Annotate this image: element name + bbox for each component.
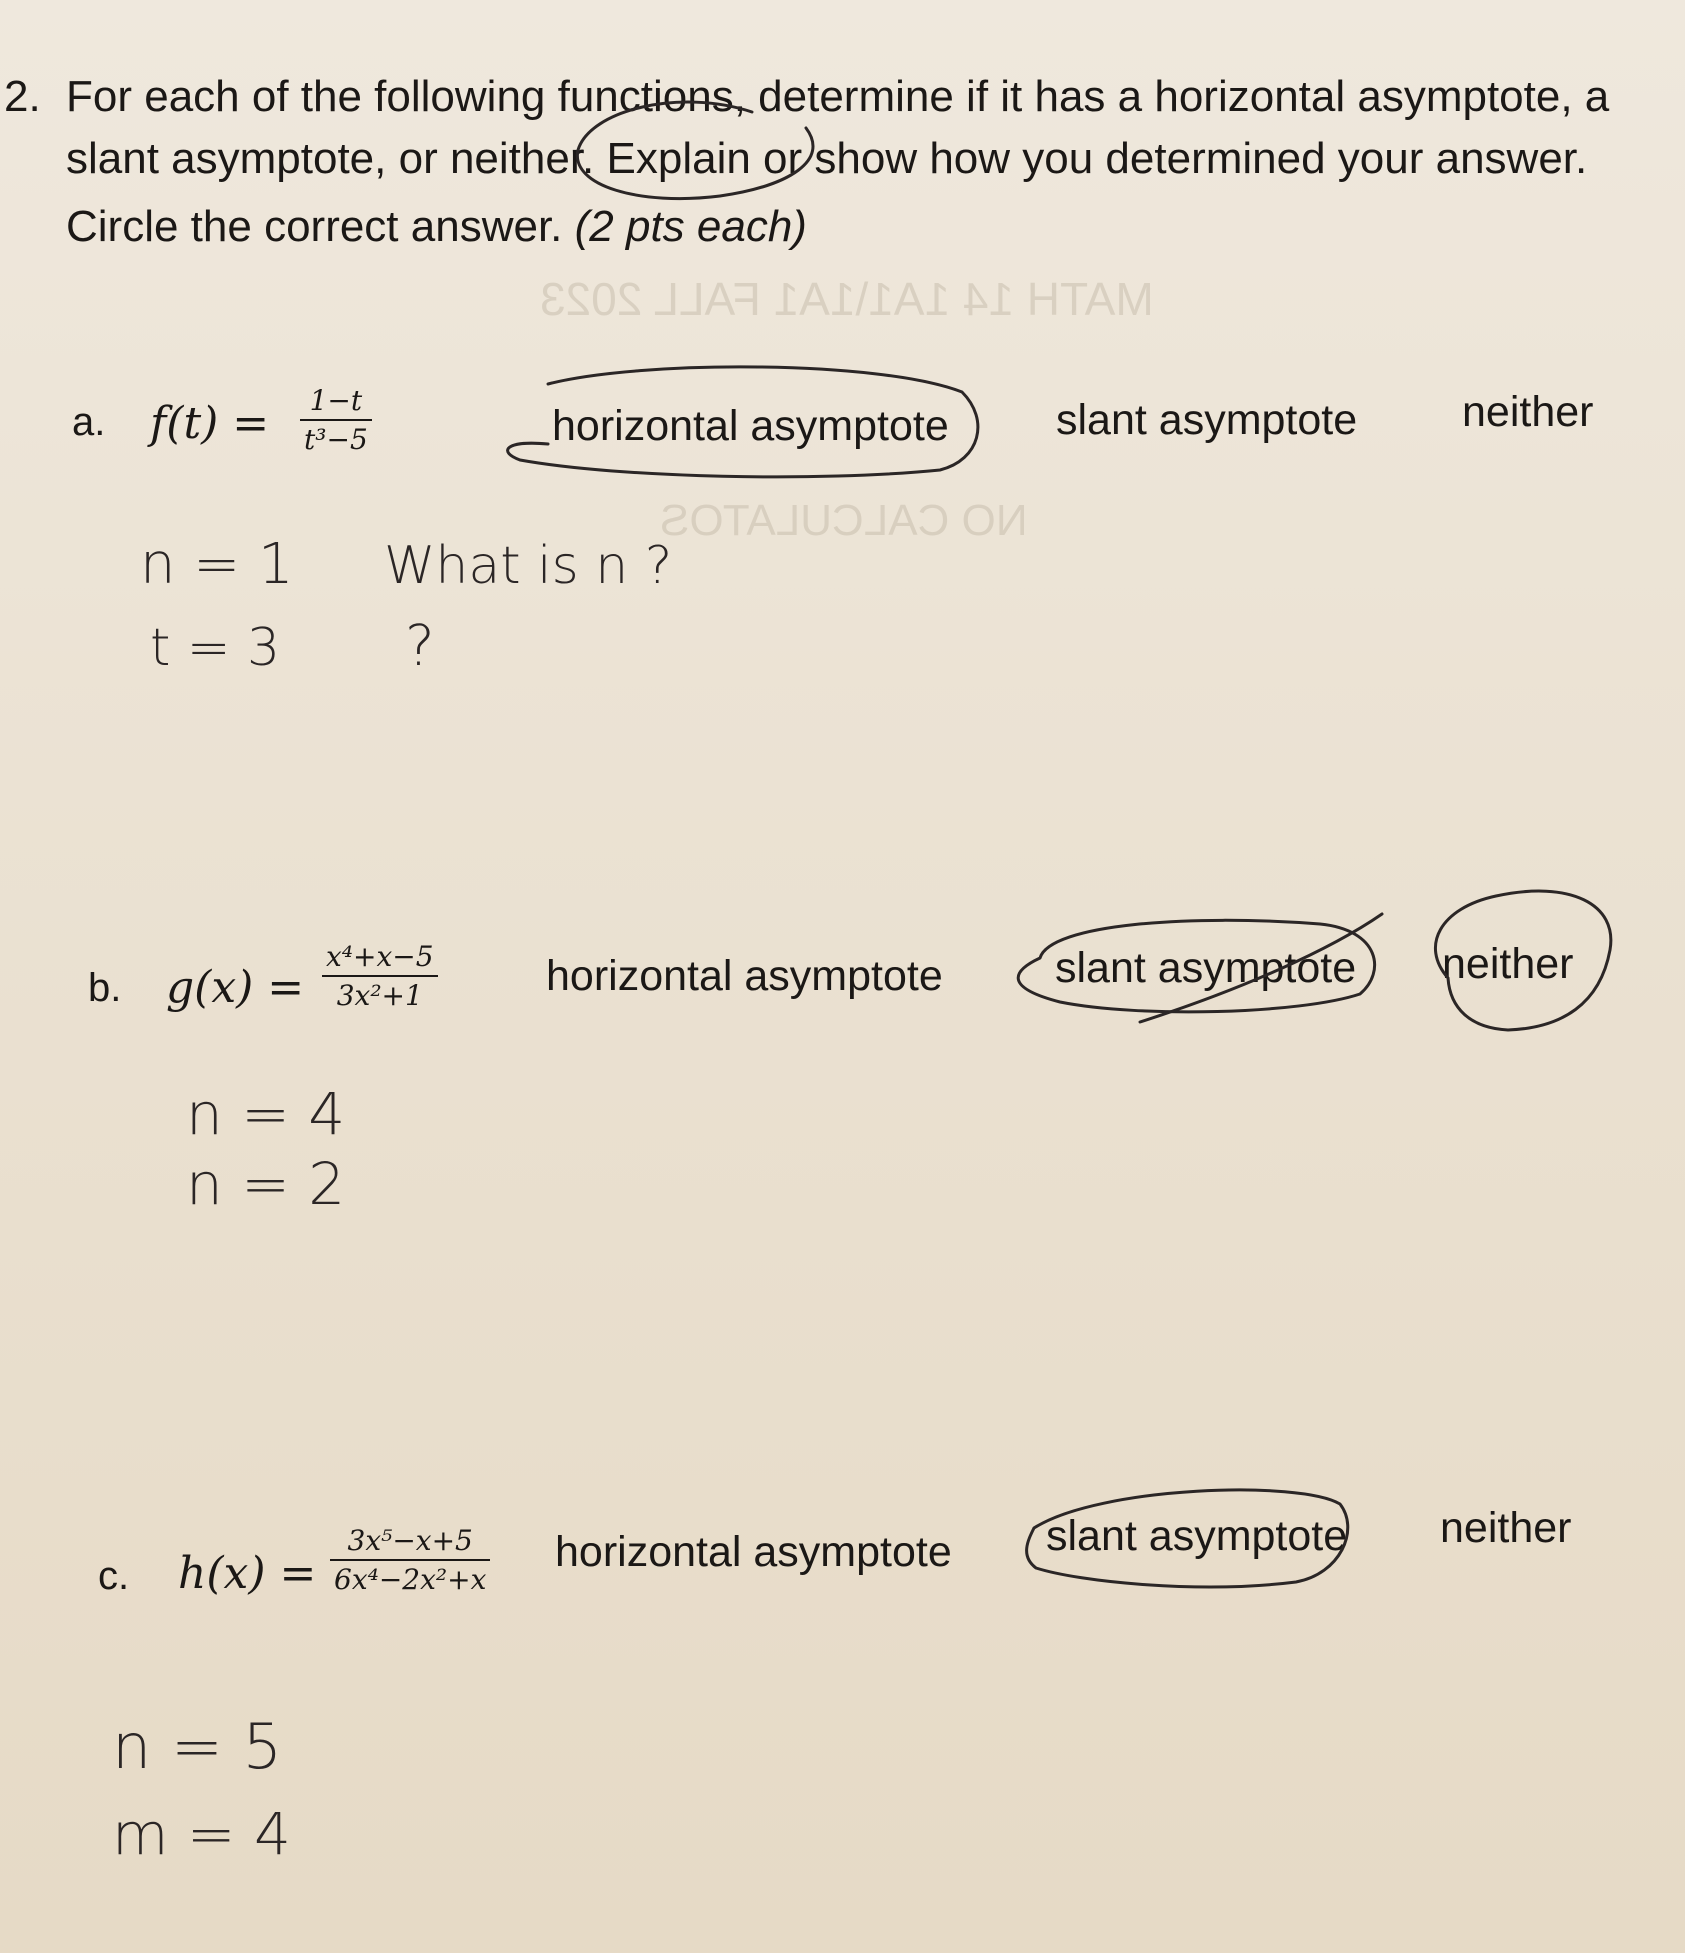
item-b-choice-neither[interactable]: neither bbox=[1442, 940, 1574, 988]
points-note: (2 pts each) bbox=[574, 202, 807, 251]
bleed-through-note: NO CALCULATOS bbox=[660, 496, 1028, 545]
question-number: 2. bbox=[4, 72, 41, 121]
question-text-line-2: slant asymptote, or neither. Explain or show how you determined your answer. bbox=[66, 134, 1588, 183]
question-text-line-1: For each of the following functions, determine if it has a horizontal asymptote, a bbox=[66, 72, 1610, 121]
item-a-fraction bbox=[300, 384, 372, 456]
item-b-numerator: x⁴+x−5 bbox=[326, 940, 434, 973]
item-b-fraction bbox=[322, 940, 438, 1012]
item-a-label: a. bbox=[72, 400, 106, 444]
item-a-work-n: n = 1 bbox=[140, 532, 294, 597]
item-b-work-r: n = 2 bbox=[186, 1150, 346, 1218]
item-a-work-qmark: ? bbox=[405, 614, 435, 679]
fraction-bar bbox=[322, 975, 438, 977]
item-a-function-lhs: f(t) = bbox=[150, 398, 270, 449]
item-b-work-n: n = 4 bbox=[186, 1080, 346, 1148]
item-c-function-lhs: h(x) = bbox=[178, 1548, 317, 1599]
item-b-function-lhs: g(x) = bbox=[166, 962, 305, 1013]
item-a-work-t: t = 3 bbox=[150, 618, 281, 678]
question-text-line-3 bbox=[66, 202, 807, 252]
item-c-choice-neither[interactable]: neither bbox=[1440, 1504, 1572, 1552]
fraction-bar bbox=[330, 1559, 490, 1561]
item-a-choice-neither[interactable]: neither bbox=[1462, 388, 1594, 436]
item-a-work-question: What is n ? bbox=[384, 536, 673, 596]
item-c-denominator: 6x⁴−2x²+x bbox=[334, 1563, 487, 1596]
bleed-through-header: MATH 14 1A1\1A1 FALL 2023 bbox=[540, 273, 1154, 325]
item-b-choice-horizontal[interactable]: horizontal asymptote bbox=[546, 952, 943, 1000]
instruction-text: Circle the correct answer. bbox=[66, 202, 575, 251]
item-b-label: b. bbox=[88, 966, 122, 1010]
item-c-label: c. bbox=[98, 1554, 130, 1598]
item-a-numerator: 1−t bbox=[309, 384, 363, 417]
fraction-bar bbox=[300, 419, 372, 421]
item-a-choice-slant[interactable]: slant asymptote bbox=[1056, 396, 1358, 444]
item-b-choice-slant[interactable]: slant asymptote bbox=[1055, 944, 1357, 992]
item-c-work-n: n = 5 bbox=[112, 1710, 283, 1783]
item-a-choice-horizontal[interactable]: horizontal asymptote bbox=[552, 402, 949, 450]
item-c-choice-slant[interactable]: slant asymptote bbox=[1046, 1512, 1348, 1560]
item-c-fraction bbox=[330, 1524, 490, 1596]
item-b-denominator: 3x²+1 bbox=[336, 979, 423, 1012]
item-c-numerator: 3x⁵−x+5 bbox=[347, 1524, 473, 1557]
item-c-choice-horizontal[interactable]: horizontal asymptote bbox=[555, 1528, 952, 1576]
item-c-work-m: m = 4 bbox=[112, 1800, 291, 1868]
item-a-denominator: t³−5 bbox=[304, 423, 368, 456]
